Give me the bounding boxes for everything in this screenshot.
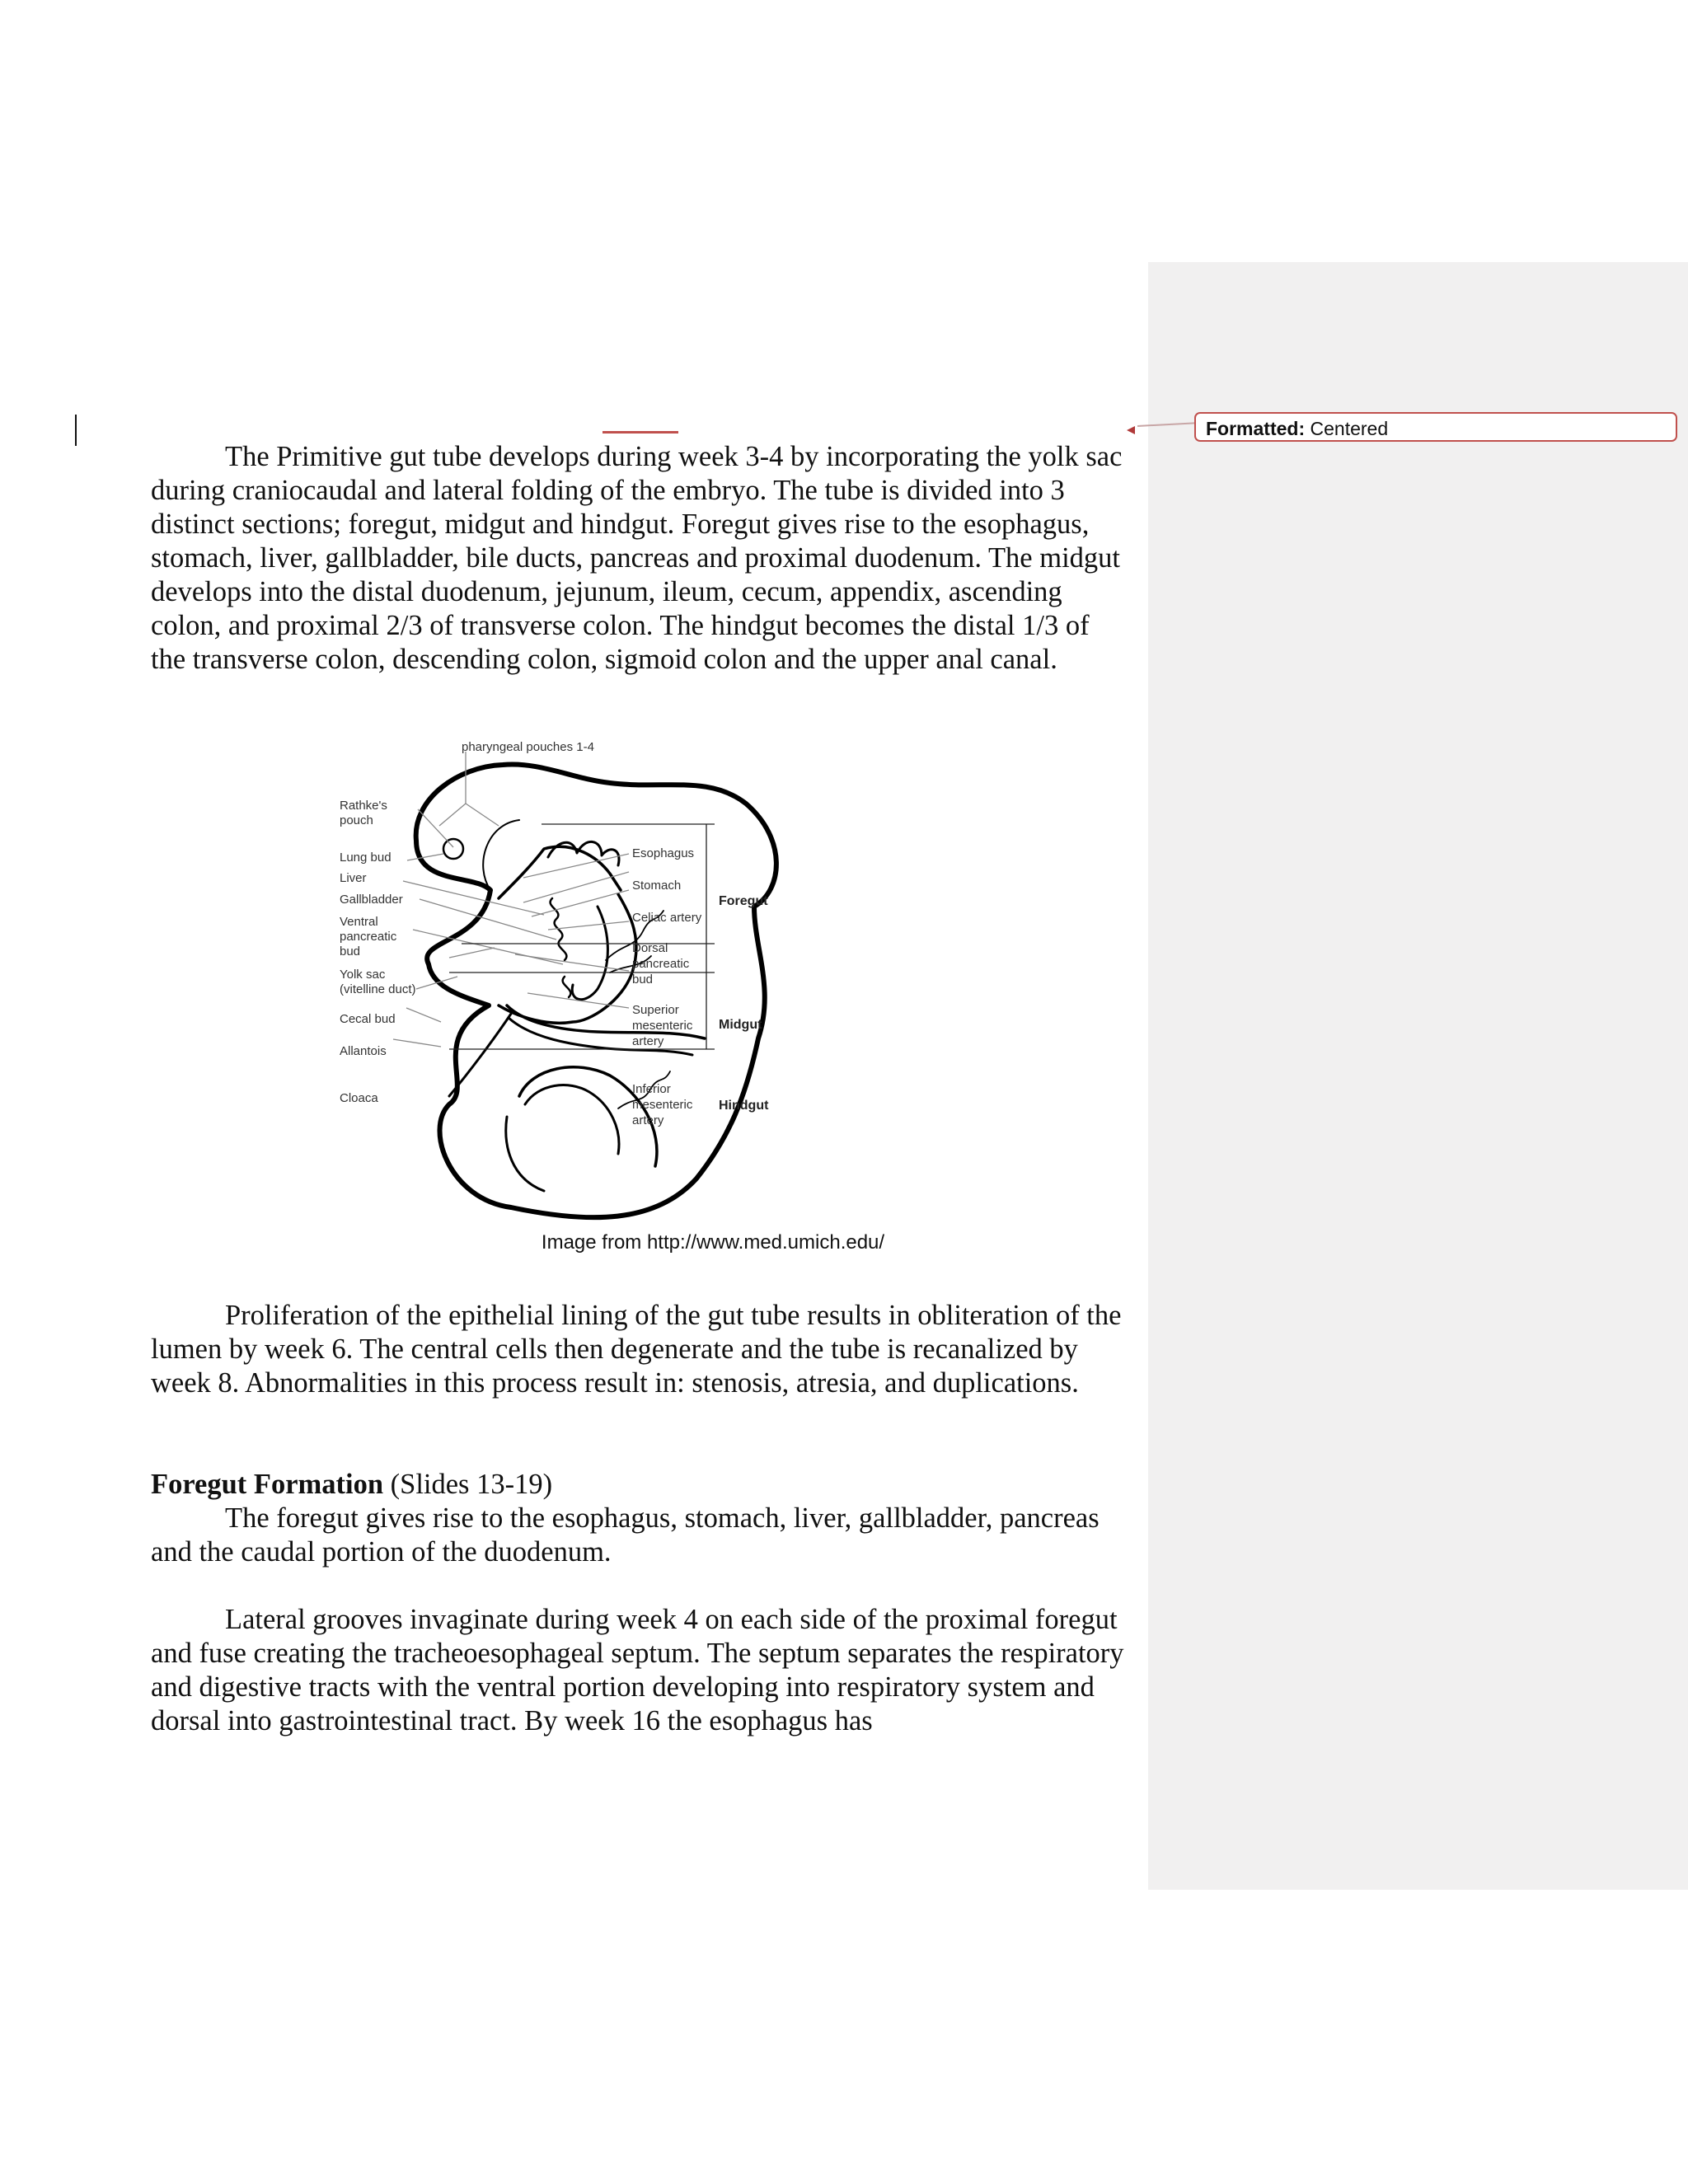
text-cursor: [75, 415, 77, 446]
label-dorsal-2: pancreatic: [632, 957, 690, 971]
label-yolk-1: Yolk sac: [340, 968, 386, 982]
comment-value: Centered: [1310, 418, 1389, 439]
formatting-comment-balloon[interactable]: [1194, 412, 1677, 442]
label-pharyngeal-pouches: pharyngeal pouches 1-4: [462, 742, 594, 754]
label-midgut: Midgut: [719, 1018, 762, 1032]
label-ima-1: Inferior: [632, 1082, 671, 1096]
label-lung-bud: Lung bud: [340, 851, 392, 865]
label-rathke-1: Rathke's: [340, 799, 387, 813]
heading-bold-text: Foregut Formation: [151, 1469, 384, 1500]
label-hindgut: Hindgut: [719, 1099, 769, 1113]
paragraph-foregut-gives-rise: The foregut gives rise to the esophagus, stomach, liver, gallbladder, pancreas and the caudal portion of the duodenum.: [151, 1502, 1100, 1568]
label-dorsal-1: Dorsal: [632, 941, 668, 955]
label-rathke-2: pouch: [340, 813, 373, 827]
label-liver: Liver: [340, 871, 367, 885]
diagram-svg: [326, 742, 952, 1269]
comment-connector-arrow-icon: [1127, 426, 1135, 434]
paragraph-proliferation: Proliferation of the epithelial lining of the gut tube results in obliteration of the lumen by week 6. The central cells then degenerate and the tube is recanalized by week 8. Abnormalities in this process result in: stenosis, atresia, and duplications.: [151, 1300, 1122, 1399]
markup-margin-panel: [1148, 262, 1688, 1890]
label-esophagus: Esophagus: [632, 846, 695, 860]
label-stomach: Stomach: [632, 879, 682, 893]
gut-tube-diagram: [326, 742, 952, 1269]
label-ventral-1: Ventral: [340, 915, 378, 929]
label-gallbladder: Gallbladder: [340, 893, 403, 907]
label-allantois: Allantois: [340, 1044, 387, 1058]
label-sma-1: Superior: [632, 1003, 679, 1017]
paragraph-lateral-grooves: Lateral grooves invaginate during week 4 on each side of the proximal foregut and fuse creating the tracheoesophageal septum. The septum separates the respiratory and digestive tracts with the ventral portion developing into respiratory system and dorsal into gastrointestinal tract. By week 16 the esophagus has: [151, 1604, 1124, 1736]
label-ima-2: mesenteric: [632, 1098, 693, 1112]
section-heading-foregut: [151, 1468, 1128, 1502]
heading-slides-text: (Slides 13-19): [383, 1469, 553, 1500]
label-ventral-3: bud: [340, 944, 361, 958]
figure-caption: Image from http://www.med.umich.edu/: [541, 1231, 885, 1254]
label-cloaca: Cloaca: [340, 1091, 378, 1105]
comment-label: Formatted:: [1206, 418, 1306, 439]
label-cecal-bud: Cecal bud: [340, 1012, 396, 1026]
label-celiac-artery: Celiac artery: [632, 911, 702, 925]
label-dorsal-3: bud: [632, 972, 654, 987]
label-sma-3: artery: [632, 1034, 664, 1048]
label-ima-3: artery: [632, 1113, 664, 1127]
label-foregut: Foregut: [719, 894, 768, 908]
label-yolk-2: (vitelline duct): [340, 982, 416, 996]
paragraph-primitive-gut: The Primitive gut tube develops during week 3-4 by incorporating the yolk sac during craniocaudal and lateral folding of the embryo. The tube is divided into 3 distinct sections; foregut, midgut and hindgut. Foregut gives rise to the esophagus, stomach, liver, gallbladder, bile ducts, pancreas and proximal duodenum. The midgut develops into the distal duodenum, jejunum, ileum, cecum, appendix, ascending colon, and proximal 2/3 of transverse colon. The hindgut becomes the distal 1/3 of the transverse colon, descending colon, sigmoid colon and the upper anal canal.: [151, 441, 1123, 675]
label-sma-2: mesenteric: [632, 1019, 693, 1033]
label-ventral-2: pancreatic: [340, 930, 397, 944]
formatting-change-mark: [603, 431, 678, 434]
